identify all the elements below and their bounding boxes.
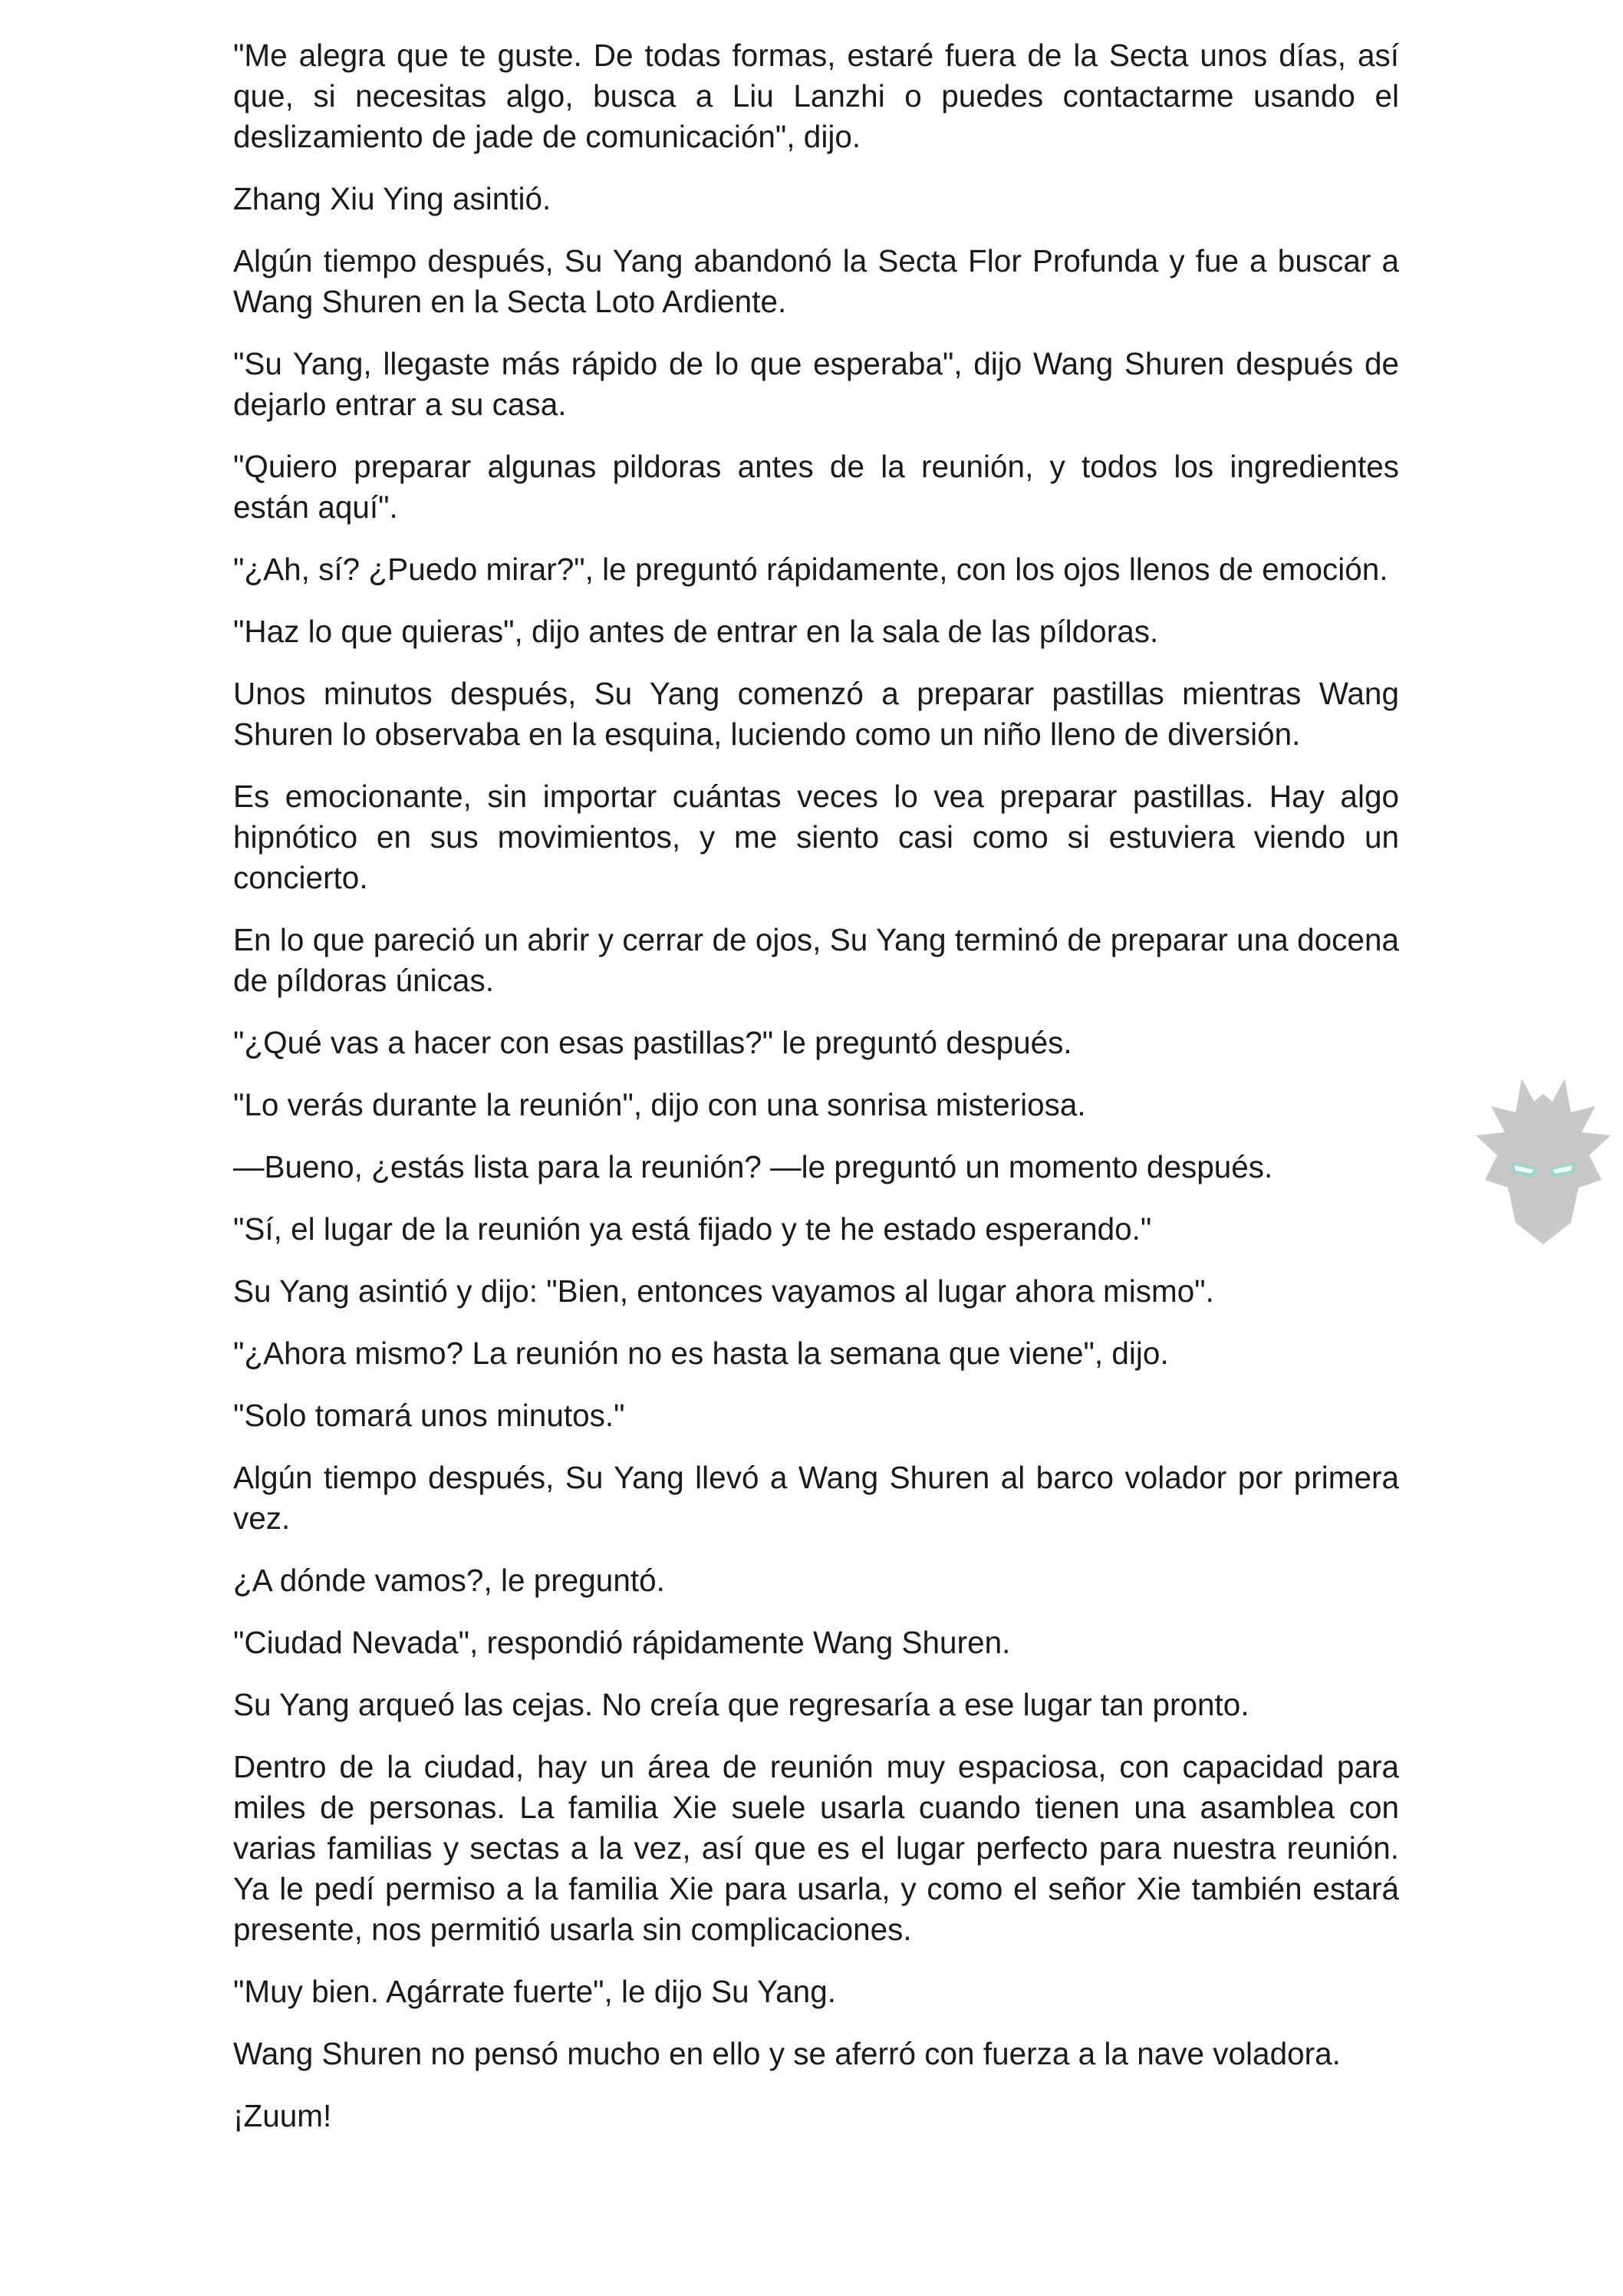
paragraph-25: ¡Zuum! — [233, 2098, 332, 2133]
paragraph-4: "Su Yang, llegaste más rápido de lo que esperaba", dijo Wang Shuren después de dejarlo entrar a su casa. — [233, 346, 1399, 422]
document-body — [233, 35, 1399, 2158]
paragraph-1: "Me alegra que te guste. De todas formas, estaré fuera de la Secta unos días, así que, si necesitas algo, busca a Liu Lanzhi o puedes contactarme usando el deslizamiento de jade de comunicación", dijo. — [233, 38, 1399, 154]
paragraph-9: Es emocionante, sin importar cuántas veces lo vea preparar pastillas. Hay algo hipnótico en sus movimientos, y me siento casi como si estuviera viendo un concierto. — [233, 779, 1399, 895]
paragraph-16: "¿Ahora mismo? La reunión no es hasta la semana que viene", dijo. — [233, 1336, 1169, 1371]
paragraph-11: "¿Qué vas a hacer con esas pastillas?" le preguntó después. — [233, 1025, 1072, 1060]
paragraph-22: Dentro de la ciudad, hay un área de reunión muy espaciosa, con capacidad para miles de personas. La familia Xie suele usarla cuando tienen una asamblea con varias familias y sectas a la vez, así que es el lugar perfecto para nuestra reunión. Ya le pedí permiso a la familia Xie para usarla, y como el señor Xie también estará presente, nos permitió usarla sin complicaciones. — [233, 1749, 1399, 1947]
paragraph-12: "Lo verás durante la reunión", dijo con una sonrisa misteriosa. — [233, 1087, 1086, 1122]
paragraph-23: "Muy bien. Agárrate fuerte", le dijo Su Yang. — [233, 1974, 836, 2009]
paragraph-14: "Sí, el lugar de la reunión ya está fijado y te he estado esperando." — [233, 1211, 1152, 1247]
paragraph-2: Zhang Xiu Ying asintió. — [233, 181, 551, 216]
paragraph-19: ¿A dónde vamos?, le preguntó. — [233, 1563, 665, 1598]
paragraph-7: "Haz lo que quieras", dijo antes de entrar en la sala de las píldoras. — [233, 614, 1159, 649]
paragraph-17: "Solo tomará unos minutos." — [233, 1398, 625, 1433]
demon-head-icon — [1467, 1072, 1620, 1249]
paragraph-3: Algún tiempo después, Su Yang abandonó la Secta Flor Profunda y fue a buscar a Wang Shuren en la Secta Loto Ardiente. — [233, 243, 1399, 319]
paragraph-6: "¿Ah, sí? ¿Puedo mirar?", le preguntó rápidamente, con los ojos llenos de emoción. — [233, 552, 1388, 587]
paragraph-18: Algún tiempo después, Su Yang llevó a Wang Shuren al barco volador por primera vez. — [233, 1460, 1399, 1536]
paragraph-15: Su Yang asintió y dijo: "Bien, entonces vayamos al lugar ahora mismo". — [233, 1273, 1214, 1309]
paragraph-10: En lo que pareció un abrir y cerrar de ojos, Su Yang terminó de preparar una docena de píldoras únicas. — [233, 922, 1399, 998]
paragraph-8: Unos minutos después, Su Yang comenzó a preparar pastillas mientras Wang Shuren lo observaba en la esquina, luciendo como un niño lleno de diversión. — [233, 676, 1399, 752]
paragraph-24: Wang Shuren no pensó mucho en ello y se aferró con fuerza a la nave voladora. — [233, 2036, 1341, 2071]
paragraph-13: —Bueno, ¿estás lista para la reunión? —le preguntó un momento después. — [233, 1149, 1273, 1184]
paragraph-5: "Quiero preparar algunas pildoras antes de la reunión, y todos los ingredientes están aquí". — [233, 449, 1399, 525]
paragraph-21: Su Yang arqueó las cejas. No creía que regresaría a ese lugar tan pronto. — [233, 1687, 1249, 1722]
paragraph-20: "Ciudad Nevada", respondió rápidamente Wang Shuren. — [233, 1625, 1011, 1660]
